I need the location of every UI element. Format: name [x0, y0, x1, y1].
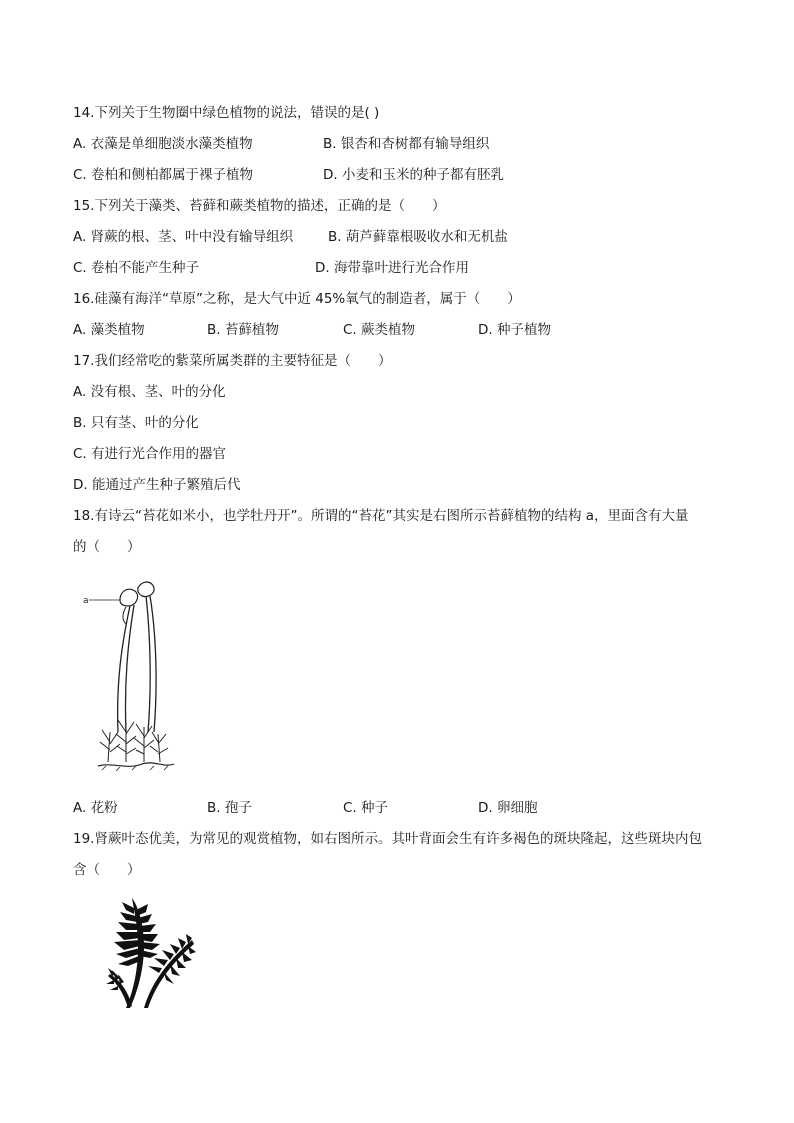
q18-option-b: B. 孢子: [207, 800, 252, 816]
q17-option-a: A. 没有根、茎、叶的分化: [73, 384, 226, 400]
q14-option-a: A. 衣藻是单细胞淡水藻类植物: [73, 136, 253, 152]
q18-option-a: A. 花粉: [73, 800, 118, 816]
q16-option-b: B. 苔藓植物: [207, 322, 279, 338]
q17-stem: 17.我们经常吃的紫菜所属类群的主要特征是（ ）: [73, 353, 392, 369]
q17-option-d: D. 能通过产生种子繁殖后代: [73, 477, 241, 493]
q14-option-c: C. 卷柏和侧柏都属于裸子植物: [73, 167, 254, 183]
q16-stem: 16.硅藻有海洋“草原”之称，是大气中近 45%氧气的制造者，属于（ ）: [73, 291, 521, 307]
q16-option-c: C. 蕨类植物: [343, 322, 416, 338]
q18-option-d: D. 卵细胞: [478, 800, 538, 816]
q15-option-d: D. 海带靠叶进行光合作用: [315, 260, 469, 276]
q15-option-b: B. 葫芦藓靠根吸收水和无机盐: [328, 229, 508, 245]
q18-stem-line2: 的（ ）: [73, 539, 141, 555]
q14-stem: 14.下列关于生物圈中绿色植物的说法，错误的是( ): [73, 105, 380, 121]
q15-option-c: C. 卷柏不能产生种子: [73, 260, 200, 276]
q15-stem: 15.下列关于藻类、苔藓和蕨类植物的描述，正确的是（ ）: [73, 198, 446, 214]
q18-stem-line1: 18.有诗云“苔花如米小，也学牡丹开”。所谓的“苔花”其实是右图所示苔藓植物的结构 a，里面含有大量: [73, 508, 689, 524]
q18-option-c: C. 种子: [343, 800, 389, 816]
q14-option-d: D. 小麦和玉米的种子都有胚乳: [323, 167, 504, 183]
q19-stem-line2: 含（ ）: [73, 862, 141, 878]
q16-option-a: A. 藻类植物: [73, 322, 145, 338]
moss-structure-a-label: a: [83, 596, 89, 606]
fern-plant-silhouette-icon: [104, 896, 196, 1012]
q14-option-b: B. 银杏和杏树都有输导组织: [323, 136, 490, 152]
moss-plant-illustration-icon: [82, 572, 182, 777]
q17-option-c: C. 有进行光合作用的器官: [73, 446, 227, 462]
q16-option-d: D. 种子植物: [478, 322, 551, 338]
q17-option-b: B. 只有茎、叶的分化: [73, 415, 199, 431]
q19-stem-line1: 19.肾蕨叶态优美，为常见的观赏植物，如右图所示。其叶背面会生有许多褐色的斑块隆起，这些斑块内包: [73, 831, 702, 847]
q15-option-a: A. 肾蕨的根、茎、叶中没有输导组织: [73, 229, 294, 245]
